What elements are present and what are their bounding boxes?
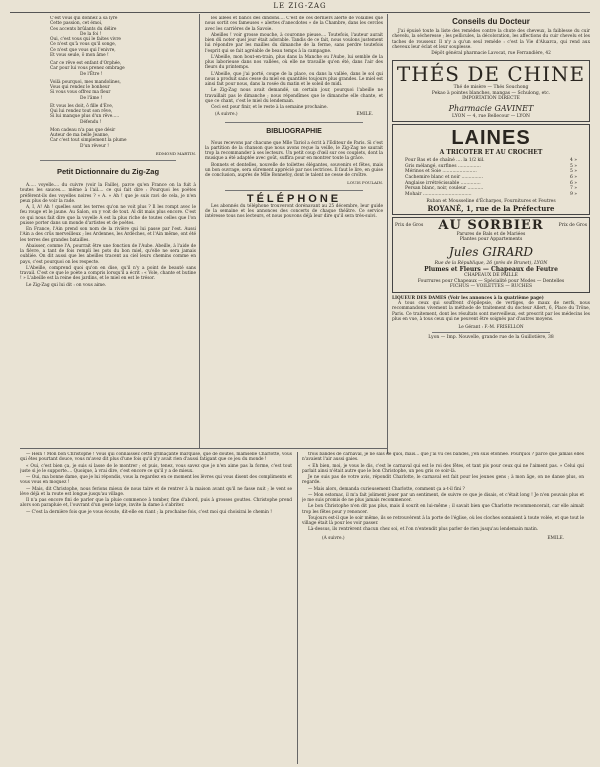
- section-rule: [20, 448, 387, 449]
- paragraph: L'Abeille, comprend quoi qu'on en dise, qu'il n'y a point de beauté sans travail. C'est ce que le poète a compris lorsqu'il a écrit : « Vole, chante et butine ! » L'abeille est la reine des jardins, et le miel en est le trésor.: [20, 265, 196, 282]
- paragraph: — Hein ! Mon bon Christophe ! Vous qui connaissez cette grimaçante marquise, que de doutes, mamselle Charlotte, vous qui êtes pourtant douce, vous m'avez dit plus d'une fois qu'il n'y avait rien d'aussi fatigant que ce jeu du monde !: [20, 452, 292, 463]
- paragraph: Abeilles ! voir grosse mouche, à couronne pieuse.... Toutefois, l'auteur aurait bien dû noter quel jour était adorable. Tandis de ce fait, nous voulons justement lui répondre par les mailles du dimanche de la ferme, sans perdre toutefois l'esprit qui se fait agréable de beau temps à la campagne.: [205, 32, 383, 54]
- column-middle: [205, 16, 383, 444]
- ad-name: Pharmacie GAVINET: [448, 103, 534, 113]
- ad-line: Plumes et Fleurs — Chapeaux de Feutre: [424, 266, 558, 274]
- paragraph: Les abonnés du téléphone trouveront dorénavant au 25 décembre, leur guide de la semaine et les annonces des concerts de chaque théâtre. Ce service intéresse tous nos lecteurs, et nous pouvons déjà leur dire qu'il sera très-suivi.: [205, 203, 383, 220]
- poem-line: Vous qui rendez le bonheur: [50, 85, 110, 90]
- wool-advertisement: [392, 124, 590, 215]
- tea-advertisement: [392, 60, 590, 122]
- paragraph: L'Abeille, que j'ai porté, coupe de la place, ou dans la vallée, dans le sol qui nous a produit sans cesse du miel en quantités toujours plus grandes. Le miel est ainsi fait pour nous, dans la rosée du matin et le soleil de midi.: [205, 71, 383, 87]
- address-line: Dépôt général pharmacie Lavocat, rue Ferrandière, 42: [431, 51, 551, 56]
- paragraph: En France, l'Ain prend son nom de la rivière qui lui passe par l'est. Aussi l'Ain a des crûs merveilleux ; les Ardennes, les Ardèches, et l'Ain même, ont été les terres des grandes batailles.: [20, 227, 196, 243]
- poem-line: Défendu !: [80, 119, 102, 125]
- divider: [225, 122, 363, 123]
- poem-line: Ce n'est que vous qui l'enivre,: [50, 47, 116, 53]
- paragraph: Nous recevons par chacune que Mlle Tariol a écrit à l'Editeur de Paris. Si c'est la partition de la chanson que nous avons reçue la veille, le Zig-Zag ne saurait trop la recommander à ses lecteurs. Un petit coup d'œil sur ces couplets, dont la musique a été adaptée avec goût, suffira pour en montrer toute la grâce.: [205, 140, 383, 162]
- continued-note: (A suivre.): [215, 112, 238, 118]
- sorbier-advertisement: [392, 217, 590, 293]
- poem-line: Si vous vous offrez ma fleur: [50, 90, 111, 96]
- paragraph: Le Zig-Zag nous avait demandé, un certain jour, pourquoi l'abeille ne travaillait pas le dimanche ; nous répondîmes que le dimanche elle chante, et que ce chant, c'est le miel du lendemain.: [205, 88, 383, 104]
- poem-line: Et vous seule, ô mon âme !: [50, 52, 109, 58]
- poem-line: Ces accents brûlants du délire: [50, 26, 117, 32]
- paragraph: Bonnets et dentelles, nouvelle de toilettes élégantes, souvenirs et fêtes, mais un bon ouvrage, sera sûrement apprécié par nos lectrices. Il faut le lire, en guise de conclusion, auprès de Mlle Bonnefoy, dont le talent ne cesse de croître.: [205, 162, 383, 178]
- paragraph: A..... voyelle.... du cuivre (voir la Faille), parce qu'en France on la fuit à toutes les sauces.... même à l'ail.... ce qui fait dire : Pourquoi les poètes préfèrent-ils des voyelles noires ? « A. » Ah ! que je suis ravi de cela, je n'en peux plus de voir la rade.: [20, 183, 196, 204]
- ad-line: Thé de misère — Thés Souchong: [453, 85, 529, 91]
- column-ads: [392, 16, 590, 456]
- column-left: [20, 16, 196, 444]
- ad-line: Fourrures pour Chapeaux — Spécialité pour Modes — Dentelles: [417, 278, 565, 284]
- paragraph: J'ai épuisé toute la liste des remèdes contre la chute des cheveux, la faiblesse du cuir chevelu, la sécheresse ; les pellicules, la décoloration, les affections du cuir chevelu et les taches de rousseur. Il n'y a qu'un seul remède : c'est la Vie d'Aluarca, qui rend aux cheveux leur éclat et leur souplesse.: [392, 29, 590, 50]
- serial-left: [20, 452, 292, 762]
- ad-title: THÉS DE CHINE: [396, 62, 586, 87]
- continued-note: (A suivre.): [322, 535, 345, 541]
- poem-line: Auteur de ma belle Jeanne,: [50, 133, 110, 138]
- paragraph: Le bon Christophe n'en dit pas plus, mais il sourit en lui-même ; il savait bien que Charlotte recommencerait, car elle aimait trop les fêtes pour y renoncer.: [302, 504, 584, 515]
- signature: EMILE.: [547, 535, 564, 541]
- poem-line: Oui, c'est vous qui le faites vivre: [50, 37, 121, 42]
- paragraph: Je ne suis pas de votre avis, répondit Charlotte, le carnaval est fait pour les jeunes gens ; à mon âge, on ne danse plus, on regarde.: [302, 475, 584, 486]
- paragraph: « Eh bien, moi, je vous le dis, c'est le carnaval qui est le roi des fêtes, et tant pis pour ceux qui ne l'aiment pas. » Celui qui parlait ainsi n'était autre que le bon Christophe, un peu gris ce soir-là.: [302, 463, 584, 474]
- paragraph: Abaisser, comme l'A, pourrait être une fonction de l'Aube. Abeille, à l'aide de la fièvre, a tant de fois rempli les pots du bon miel, qu'elle ne sera jamais oubliée. On dit aussi que les abeilles tracent au ciel leurs chemins comme en pays, c'est pourquoi on les respecte.: [20, 243, 196, 265]
- price-row: Persan blanc, noir, couleur ........... 7 »: [405, 186, 577, 192]
- poem-line: D'un rêveur !: [80, 143, 110, 149]
- column-rule: [387, 14, 388, 454]
- ad-line: FICHUS — VOILETTES — RUCHES: [449, 284, 533, 290]
- poem-line: De l'âme !: [80, 95, 103, 101]
- section-title: Petit Dictionnaire du Zig-Zag: [56, 167, 160, 176]
- ad-line: Parures de Bals et de Mariées: [456, 231, 526, 237]
- poem-line: De la foi !: [80, 31, 102, 37]
- poem-line: Mon cadeau n'a pas que désir: [50, 127, 116, 133]
- poem: [50, 16, 196, 149]
- gerant-line: Le Gérant : F.-M. FRISELLON: [458, 325, 524, 331]
- ad-line: Ruban et Mousseline d'Écharpes, Fournitures et Feutres: [426, 199, 556, 205]
- signature: LOUIS POULAIN.: [347, 180, 383, 186]
- section-title: TÉLÉPHONE: [246, 192, 342, 205]
- ad-line: IMPORTATION DIRECTE: [462, 96, 520, 102]
- paragraph: A, I, A! Ah ! quelles sont les terres qu'on ne voit plus ? Il les rompt avec le feu rouge et le jaune. Au Salon, on y voit de tout. Al dit mais plus encore. C'est ce qui nous fait dire que la voyelle A est la plus riche de toutes celles que l'on puisse porter dans un monde d'artistes et de poètes.: [20, 205, 196, 226]
- section-title: Conseils du Docteur: [452, 17, 530, 26]
- paragraph: les allées et bancs des dindons.... C'est de ces derniers alerte de volailles que nous sortit ces fameuses « alertes d'anecdotes » de la Chambre, dans les cercles avec les carrières de la Savoie.: [205, 16, 383, 32]
- ad-name: Jules GIRARD: [448, 244, 534, 259]
- column-rule: [199, 14, 200, 448]
- paragraph: Il n'a pas encore fini de parler que la pluie commence à tomber, fine d'abord, puis à grosses gouttes. Christophe prend alors son parapluie et, l'ouvrant d'un geste large, invite la dame à s'abriter.: [20, 498, 292, 509]
- paragraph: — Mais, dit Christophe, nous ferions mieux de nous taire et de rentrer à la maison avant qu'il ne fasse nuit ; le vent se lève déjà et la route est longue jusqu'au village.: [20, 486, 292, 497]
- ad-badge: Prix de Gros: [395, 223, 424, 229]
- divider: [432, 332, 550, 333]
- poem-line: Si lui manque plus d'un rêve.....: [50, 114, 120, 120]
- liqueur-heading: LIQUEUR DES DAMES (Voir les annonces à la quatrième page): [392, 295, 544, 301]
- price-row: Pour Bas et de chaîné .... la 1/2 kil. 4 »: [405, 158, 577, 164]
- poem-line: Voilà pourquoi, mes mandolines,: [50, 79, 121, 85]
- paragraph: Là-dessus, ils rentrèrent chacun chez soi, et l'on n'entendit plus parler de rien jusqu'au lendemain matin.: [308, 527, 539, 533]
- signature: EDMOND MARTIN.: [155, 150, 196, 156]
- ad-address: LYON — 4, rue Bellecour — LYON: [452, 113, 530, 119]
- signature: EMILE.: [356, 112, 373, 118]
- poem-line: Car pour lui vous prenez ombrage: [50, 66, 125, 72]
- section-title: BIBLIOGRAPHIE: [266, 127, 322, 135]
- poem-line: Car c'est tout simplement la plume: [50, 138, 127, 144]
- poem-line: Ce n'est qu'à vous qu'il songe,: [50, 42, 116, 48]
- ad-address: Rue de la République, 26 (près de Brunet), LYON: [434, 260, 548, 266]
- poem-line: De l'Être !: [80, 71, 103, 77]
- poem-line: C'est vous qui donnez à sa lyre: [50, 16, 118, 21]
- paragraph: — Oui, ma bonne dame, que je lui répondis, vous la regardez en ce moment les lèvres qui vous disent des compliments et vous vous en moquez !: [20, 475, 292, 486]
- paragraph: trois bandes de carnaval, je ne sais de quoi, mais... que j'ai vu ces bandes, j'en suis étonnée. Pourquoi ? parce que jamais elles n'avaient l'air aussi gaies.: [302, 452, 584, 463]
- ad-title: AU SORBIER: [438, 217, 544, 233]
- paragraph: « Oui, c'est bien ça, je suis si lasse de le montrer ; et puis, tenez, vous savez que je n'en aime pas la forme, c'est tout juste si je le supporte.... Quoique, à vrai dire, c'est encore ce qu'il y a de mieux.: [20, 463, 292, 474]
- paragraph: Le Zig-Zag qui lui dit : on vous aime.: [26, 282, 107, 288]
- divider: [225, 190, 363, 191]
- paragraph: Ceci est pour finir, et le reste à la semaine prochaine.: [211, 105, 328, 110]
- price-row: Mohair .................................. 9 »: [405, 191, 577, 197]
- price-row: Anglaise irrétrécissable .............. 6 »: [405, 180, 577, 186]
- paragraph: L'Abeille, mon bout-en-train, plus dans la Manche ou l'Aube, lui semble de la plus laborieuse dans nos vallées, où elle ne travaille qu'en été, dans l'air des fleurs du printemps.: [205, 54, 383, 71]
- price-row: Cachemire blanc et noir ............... 6 »: [405, 175, 577, 181]
- ad-address: ROYANÉ, 1, rue de la Préfecture: [427, 203, 555, 213]
- paragraph: — Mon estomac, il m'a fait joliment jouer par un sentiment, de suivre ce que je disais, et c'était long ! Je n'en pouvais plus et je me suis promis de ne plus jamais recommencer.: [302, 492, 584, 503]
- ad-badge: Prix de Gros: [558, 223, 587, 229]
- paragraph: — C'est la dernière fois que je vous écoute, dit-elle en riant ; la prochaine fois, c'est moi qui choisirai le chemin !: [26, 509, 272, 515]
- serial-right: [302, 452, 584, 762]
- price-row: Gris mélangé, surfines ................ 5 »: [405, 163, 577, 169]
- ad-subtitle: A TRICOTER ET AU CROCHET: [439, 149, 543, 157]
- poem-line: Car ce rêve est enfant d'Orphée,: [50, 61, 122, 66]
- column-rule: [297, 452, 298, 764]
- poem-line: Cette passion, cet émoi,: [50, 21, 103, 27]
- ad-line: Plantes pour Appartements: [459, 237, 523, 243]
- paragraph: — Mais alors, demanda curieusement Charlotte, comment ça a-t-il fini ?: [308, 486, 465, 492]
- poem-line: Qui lui rendez tout son rêve,: [50, 109, 113, 114]
- printer-line: Lyon — Imp. Nouvelle, grande rue de la Guillotière, 38: [428, 335, 554, 341]
- paragraph: A tous ceux qui souffrent d'épilepsie, de vertiges, de maux de nerfs, nous recommandons vivement la méthode de traitement du docteur Allert, 6, Place du Trône, Paris. Ce traitement, dont les résultats sont merveilleux, est prescrit par les médecins les plus en vue, à tous ceux qui ne peuvent être soignés par d'autres moyens.: [392, 301, 590, 322]
- ad-title: LAINES: [451, 127, 531, 150]
- divider: [40, 160, 176, 161]
- paragraph: Toujours est-il que le soir même, ils se retrouvèrent à la porte de l'église, où les cloches sonnaient à toute volée, et que tout le village était là pour les voir passer.: [302, 515, 584, 526]
- ad-line: CHAPEAUX DE PAILLE: [464, 273, 518, 279]
- page-header: LE ZIG-ZAG: [10, 0, 590, 13]
- ad-line: Pekao à pointes blanches, mangas — Schulong, etc.: [431, 90, 551, 96]
- price-row: Mérinos et Soie ........................ 5 »: [405, 169, 577, 175]
- poem-line: Et vous les doit, ô fille d'Ève,: [50, 103, 114, 109]
